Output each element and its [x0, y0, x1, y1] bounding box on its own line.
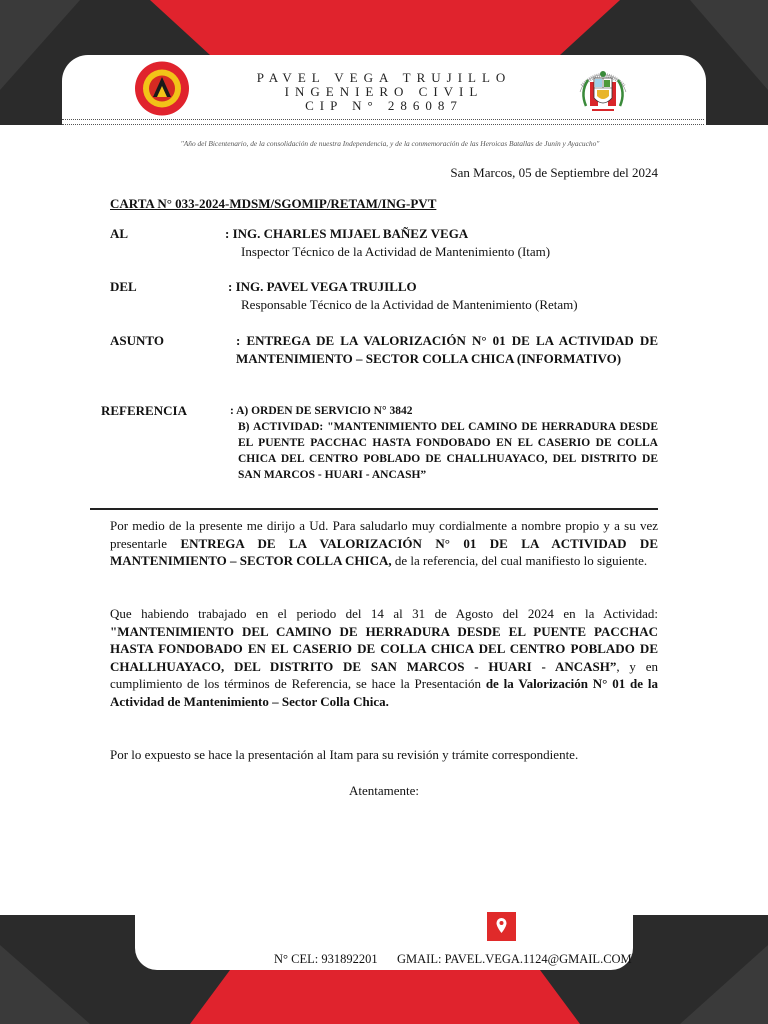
letter-number: CARTA N° 033-2024-MDSM/SGOMIP/RETAM/ING-PVT: [110, 196, 437, 211]
reference-b: B) ACTIVIDAD: "MANTENIMIENTO DEL CAMINO DE HERRADURA DESDE EL PUENTE PACCHAC HASTA FONDOBADO EN EL CASERIO DE COLLA CHICA DEL CENTRO POBLADO DE CHALLHUAYACO, DEL DISTRITO DE SAN MARCOS - HUARI - ANCASH”: [238, 421, 658, 481]
to-name: : ING. CHARLES MIJAEL BAÑEZ VEGA: [225, 226, 469, 241]
year-motto: "Año del Bicentenario, de la consolidación de nuestra Independencia, y de la conmemoración de las Heroicas Batallas de Junín y Ayacucho": [180, 139, 600, 148]
to-label: AL: [110, 226, 129, 241]
paragraph-intro: Por medio de la presente me dirijo a Ud. Para saludarlo muy cordialmente a nombre propio y a su vez presentarle ENTREGA DE LA VALORIZACIÓN N° 01 DE LA ACTIVIDAD DE MANTENIMIENTO – SECTOR COLLA CHICA, de la referencia, del cual manifiesto lo siguiente.: [110, 518, 658, 568]
subject-label: ASUNTO: [110, 333, 164, 348]
paragraph-closing: Por lo expuesto se hace la presentación al Itam para su revisión y trámite correspondiente.: [110, 747, 579, 762]
header-divider: [62, 124, 704, 125]
from-label: DEL: [110, 279, 137, 294]
to-role: Inspector Técnico de la Actividad de Mantenimiento (Itam): [241, 244, 551, 259]
reference-a: : A) ORDEN DE SERVICIO N° 3842: [230, 405, 413, 417]
sign-off: Atentamente:: [348, 783, 420, 798]
place-date: San Marcos, 05 de Septiembre del 2024: [450, 165, 658, 180]
from-role: Responsable Técnico de la Actividad de Mantenimiento (Retam): [241, 297, 578, 312]
footer-phone: N° CEL: 931892201: [274, 952, 378, 966]
location-pin-icon: [487, 912, 516, 941]
engineer-name: PAVEL VEGA TRUJILLO: [256, 70, 512, 85]
section-divider: [90, 508, 658, 510]
reference-label: REFERENCIA: [101, 403, 187, 418]
header-divider: [62, 119, 704, 120]
footer-email: GMAIL: PAVEL.VEGA.1124@GMAIL.COM: [397, 952, 632, 966]
from-name: : ING. PAVEL VEGA TRUJILLO: [228, 279, 417, 294]
paragraph-body: Que habiendo trabajado en el periodo del 14 al 31 de Agosto del 2024 en la Actividad: "MANTENIMIENTO DEL CAMINO DE HERRADURA DESDE EL PUENTE PACCHAC HASTA FONDOBADO EN EL CASERIO DE COLLA CHICA DEL CENTRO POBLADO DE CHALLHUAYACO, DEL DISTRITO DE SAN MARCOS - HUARI - ANCASH”, y en cumplimiento de los términos de Referencia, se hace la Presentación de la Valorización N° 01 de la Actividad de Mantenimiento – Sector Colla Chica.: [110, 606, 658, 709]
subject-text: : ENTREGA DE LA VALORIZACIÓN N° 01 DE LA ACTIVIDAD DE MANTENIMIENTO – SECTOR COLLA CHICA (INFORMATIVO): [236, 333, 658, 366]
engineer-cip: CIP N° 286087: [305, 98, 463, 113]
engineer-profession: INGENIERO CIVIL: [284, 84, 484, 99]
